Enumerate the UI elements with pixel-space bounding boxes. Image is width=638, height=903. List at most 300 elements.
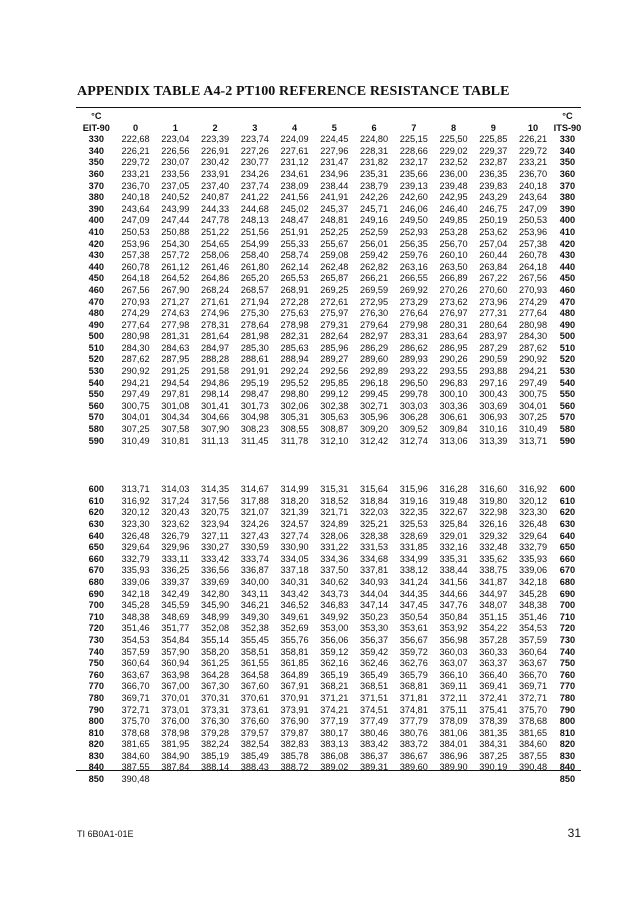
resistance-cell: 287,29 bbox=[479, 342, 508, 353]
resistance-cell: 270,93 bbox=[518, 284, 548, 295]
resistance-cell: 355,76 bbox=[280, 634, 309, 645]
resistance-cell: 331,85 bbox=[399, 542, 428, 553]
resistance-cell: 296,18 bbox=[359, 377, 389, 388]
resistance-cell: 295,19 bbox=[240, 377, 269, 388]
resistance-cell: 275,97 bbox=[320, 308, 349, 319]
resistance-cell: 249,85 bbox=[439, 215, 468, 226]
temperature-cell: 710 bbox=[88, 611, 104, 622]
resistance-cell: 339,37 bbox=[161, 576, 190, 587]
resistance-cell: 313,06 bbox=[439, 435, 468, 446]
resistance-cell: 258,40 bbox=[240, 250, 269, 261]
resistance-cell: 257,04 bbox=[479, 238, 508, 249]
resistance-cell: 364,89 bbox=[280, 669, 309, 680]
header-row-units bbox=[77, 111, 582, 123]
resistance-cell: 297,81 bbox=[161, 389, 190, 400]
table-row bbox=[77, 389, 582, 401]
resistance-cell: 296,83 bbox=[439, 377, 468, 388]
table-row bbox=[77, 496, 582, 508]
resistance-cell: 353,92 bbox=[439, 623, 468, 634]
resistance-cell: 385,78 bbox=[280, 750, 309, 761]
temperature-cell: 420 bbox=[559, 238, 576, 249]
resistance-cell bbox=[314, 774, 354, 786]
header-right-unit: °C bbox=[562, 111, 573, 121]
temperature-cell: 630 bbox=[88, 519, 104, 529]
resistance-cell: 312,10 bbox=[320, 435, 349, 446]
resistance-cell: 294,86 bbox=[200, 377, 230, 388]
resistance-cell: 243,29 bbox=[479, 192, 508, 203]
resistance-cell: 249,16 bbox=[359, 215, 389, 226]
resistance-cell: 349,92 bbox=[320, 611, 349, 622]
resistance-cell: 370,61 bbox=[240, 692, 269, 703]
resistance-cell: 261,80 bbox=[240, 261, 269, 272]
resistance-cell: 313,39 bbox=[479, 435, 508, 446]
resistance-cell: 247,09 bbox=[518, 203, 548, 214]
column-header: 2 bbox=[212, 122, 218, 133]
resistance-cell: 363,37 bbox=[479, 658, 508, 669]
resistance-cell: 310,49 bbox=[121, 435, 150, 446]
resistance-cell: 345,90 bbox=[200, 600, 230, 611]
temperature-cell: 750 bbox=[559, 658, 576, 669]
resistance-cell: 334,36 bbox=[320, 553, 349, 564]
resistance-cell: 342,80 bbox=[200, 588, 230, 599]
resistance-cell: 334,05 bbox=[280, 553, 309, 564]
resistance-cell: 302,38 bbox=[320, 400, 349, 411]
resistance-cell: 340,31 bbox=[280, 576, 309, 587]
resistance-cell: 321,71 bbox=[320, 507, 349, 518]
resistance-cell: 381,06 bbox=[439, 727, 468, 738]
resistance-cell: 388,14 bbox=[200, 762, 230, 773]
resistance-cell: 259,42 bbox=[359, 250, 389, 261]
resistance-cell: 233,91 bbox=[200, 168, 230, 179]
resistance-cell: 323,94 bbox=[200, 519, 230, 529]
resistance-cell: 343,11 bbox=[241, 588, 269, 599]
resistance-cell: 229,72 bbox=[518, 145, 548, 156]
temperature-cell: 390 bbox=[88, 203, 104, 214]
resistance-cell: 379,28 bbox=[200, 727, 230, 738]
temperature-cell: 350 bbox=[559, 157, 576, 168]
resistance-cell: 255,33 bbox=[280, 238, 309, 249]
resistance-cell: 281,98 bbox=[240, 331, 269, 342]
resistance-cell: 243,64 bbox=[518, 192, 548, 203]
resistance-cell: 273,96 bbox=[479, 296, 508, 307]
resistance-cell: 258,06 bbox=[200, 250, 230, 261]
resistance-cell: 374,81 bbox=[399, 704, 428, 715]
resistance-cell: 224,09 bbox=[280, 134, 309, 145]
resistance-cell: 254,30 bbox=[161, 238, 190, 249]
table-row bbox=[77, 436, 582, 448]
resistance-cell: 345,28 bbox=[518, 588, 548, 599]
resistance-cell: 244,33 bbox=[200, 203, 230, 214]
resistance-cell: 283,31 bbox=[399, 331, 428, 342]
table-row bbox=[77, 308, 582, 320]
temperature-cell: 650 bbox=[88, 542, 104, 553]
resistance-cell: 373,01 bbox=[161, 704, 190, 715]
resistance-cell: 346,52 bbox=[280, 600, 309, 611]
resistance-cell: 344,97 bbox=[479, 588, 508, 599]
resistance-cell: 383,13 bbox=[320, 739, 349, 750]
resistance-cell: 249,50 bbox=[399, 215, 428, 226]
resistance-cell: 324,26 bbox=[240, 519, 269, 529]
resistance-cell: 299,78 bbox=[399, 389, 428, 400]
resistance-cell: 330,59 bbox=[240, 542, 269, 553]
table-row bbox=[77, 774, 582, 786]
resistance-cell: 314,67 bbox=[240, 484, 269, 495]
resistance-cell: 356,67 bbox=[399, 634, 428, 645]
resistance-cell: 322,67 bbox=[439, 507, 468, 518]
resistance-cell: 284,30 bbox=[518, 331, 548, 342]
resistance-cell: 366,70 bbox=[518, 669, 548, 680]
temperature-cell: 440 bbox=[88, 261, 104, 272]
resistance-cell: 242,60 bbox=[399, 192, 428, 203]
resistance-cell: 370,91 bbox=[280, 692, 309, 703]
temperature-cell: 580 bbox=[88, 424, 104, 435]
resistance-table bbox=[77, 111, 582, 786]
resistance-cell: 319,16 bbox=[399, 495, 428, 506]
resistance-cell: 267,56 bbox=[121, 284, 150, 295]
header-left-scale: EIT-90 bbox=[82, 122, 110, 133]
resistance-cell: 386,96 bbox=[439, 750, 468, 761]
temperature-cell: 770 bbox=[559, 681, 576, 692]
resistance-cell: 236,35 bbox=[479, 168, 508, 179]
resistance-cell: 305,31 bbox=[280, 412, 309, 423]
resistance-cell: 382,83 bbox=[280, 739, 309, 750]
resistance-cell: 279,64 bbox=[359, 319, 389, 330]
resistance-cell: 341,24 bbox=[399, 576, 428, 587]
resistance-cell: 335,93 bbox=[518, 553, 548, 564]
resistance-cell bbox=[473, 774, 513, 786]
resistance-cell: 253,62 bbox=[479, 226, 508, 237]
resistance-cell: 337,50 bbox=[320, 565, 349, 576]
resistance-cell: 360,64 bbox=[518, 646, 548, 657]
temperature-cell: 840 bbox=[559, 762, 576, 773]
resistance-cell: 250,53 bbox=[121, 226, 150, 237]
resistance-cell: 305,96 bbox=[359, 412, 389, 423]
resistance-cell: 234,26 bbox=[240, 168, 269, 179]
table-row bbox=[77, 751, 582, 763]
resistance-cell: 246,75 bbox=[479, 203, 508, 214]
resistance-cell: 376,60 bbox=[240, 716, 269, 727]
temperature-cell: 530 bbox=[559, 366, 576, 377]
resistance-cell: 277,98 bbox=[161, 319, 190, 330]
resistance-cell bbox=[394, 774, 434, 786]
resistance-cell: 347,14 bbox=[359, 600, 389, 611]
resistance-cell: 264,86 bbox=[200, 273, 230, 284]
resistance-cell: 263,84 bbox=[479, 261, 508, 272]
resistance-cell: 318,52 bbox=[320, 495, 349, 506]
resistance-cell: 280,98 bbox=[518, 319, 548, 330]
temperature-cell: 490 bbox=[559, 319, 576, 330]
resistance-cell: 359,12 bbox=[320, 646, 349, 657]
resistance-cell: 301,73 bbox=[240, 400, 269, 411]
table-row bbox=[77, 484, 582, 496]
resistance-cell: 361,85 bbox=[280, 658, 309, 669]
resistance-cell: 294,21 bbox=[518, 366, 548, 377]
temperature-cell: 650 bbox=[559, 542, 576, 553]
temperature-cell: 770 bbox=[88, 681, 104, 692]
resistance-cell: 361,55 bbox=[240, 658, 269, 669]
resistance-cell: 324,89 bbox=[320, 519, 349, 529]
resistance-cell: 288,94 bbox=[280, 354, 309, 365]
resistance-cell: 253,96 bbox=[518, 226, 548, 237]
resistance-cell: 227,96 bbox=[320, 145, 349, 156]
resistance-cell: 290,59 bbox=[479, 354, 508, 365]
resistance-cell: 306,93 bbox=[479, 412, 508, 423]
resistance-cell: 366,70 bbox=[121, 681, 150, 692]
resistance-cell: 322,03 bbox=[359, 507, 389, 518]
table-row bbox=[77, 565, 582, 577]
resistance-cell: 239,83 bbox=[479, 180, 508, 191]
resistance-cell: 367,60 bbox=[240, 681, 269, 692]
table-row bbox=[77, 331, 582, 343]
resistance-cell: 299,45 bbox=[359, 389, 389, 400]
temperature-cell: 400 bbox=[559, 215, 576, 226]
resistance-cell: 360,03 bbox=[439, 646, 468, 657]
resistance-cell: 375,41 bbox=[479, 704, 508, 715]
resistance-cell: 372,71 bbox=[121, 704, 150, 715]
temperature-cell: 420 bbox=[88, 238, 104, 249]
resistance-cell: 338,44 bbox=[439, 565, 468, 576]
resistance-cell: 375,70 bbox=[121, 716, 150, 727]
temperature-cell: 530 bbox=[88, 366, 104, 377]
temperature-cell: 850 bbox=[559, 774, 576, 785]
resistance-cell: 378,09 bbox=[439, 716, 468, 727]
resistance-cell: 237,74 bbox=[240, 180, 269, 191]
temperature-cell: 690 bbox=[559, 588, 576, 599]
resistance-cell: 353,61 bbox=[399, 623, 428, 634]
resistance-cell: 243,64 bbox=[121, 203, 150, 214]
resistance-cell: 389,02 bbox=[320, 762, 349, 773]
resistance-cell: 363,98 bbox=[161, 669, 190, 680]
resistance-cell: 290,92 bbox=[121, 366, 150, 377]
resistance-cell: 386,67 bbox=[399, 750, 428, 761]
column-header: 7 bbox=[411, 122, 417, 133]
resistance-cell: 316,60 bbox=[479, 484, 508, 495]
resistance-cell: 284,30 bbox=[121, 342, 150, 353]
resistance-cell: 240,52 bbox=[161, 192, 190, 203]
resistance-cell: 281,31 bbox=[161, 331, 190, 342]
resistance-cell: 340,93 bbox=[359, 576, 389, 587]
temperature-cell: 760 bbox=[88, 669, 104, 680]
resistance-cell: 388,72 bbox=[280, 762, 309, 773]
temperature-cell: 640 bbox=[88, 530, 104, 541]
temperature-cell: 620 bbox=[88, 507, 104, 518]
temperature-cell: 600 bbox=[559, 484, 576, 495]
resistance-cell: 273,29 bbox=[399, 296, 428, 307]
resistance-cell: 297,49 bbox=[121, 389, 150, 400]
resistance-cell: 380,46 bbox=[359, 727, 389, 738]
temperature-cell: 590 bbox=[88, 435, 104, 446]
resistance-cell: 352,38 bbox=[240, 623, 269, 634]
resistance-cell: 368,81 bbox=[399, 681, 428, 692]
resistance-cell: 378,39 bbox=[479, 716, 508, 727]
resistance-cell: 387,55 bbox=[121, 762, 150, 773]
resistance-cell: 369,41 bbox=[479, 681, 508, 692]
resistance-cell: 263,50 bbox=[439, 261, 468, 272]
resistance-cell: 310,16 bbox=[479, 424, 508, 435]
table-row bbox=[77, 157, 582, 169]
resistance-cell: 375,70 bbox=[518, 704, 548, 715]
temperature-cell: 330 bbox=[88, 134, 104, 145]
table-row bbox=[77, 705, 582, 717]
resistance-cell: 321,39 bbox=[280, 507, 309, 518]
resistance-cell: 381,65 bbox=[121, 739, 150, 750]
resistance-cell: 284,97 bbox=[200, 342, 230, 353]
table-row bbox=[77, 577, 582, 589]
resistance-cell: 236,00 bbox=[439, 168, 468, 179]
resistance-cell: 313,71 bbox=[121, 484, 150, 495]
resistance-cell: 346,21 bbox=[240, 600, 269, 611]
resistance-cell: 266,55 bbox=[399, 273, 428, 284]
temperature-cell: 810 bbox=[559, 727, 576, 738]
resistance-cell: 384,01 bbox=[439, 739, 468, 750]
resistance-cell: 259,76 bbox=[399, 250, 428, 261]
resistance-cell: 257,38 bbox=[121, 250, 150, 261]
resistance-cell: 309,52 bbox=[399, 424, 428, 435]
resistance-cell: 256,70 bbox=[439, 238, 468, 249]
resistance-cell: 240,87 bbox=[200, 192, 230, 203]
resistance-cell: 357,90 bbox=[161, 646, 190, 657]
resistance-cell: 357,59 bbox=[121, 646, 150, 657]
resistance-cell: 279,98 bbox=[399, 319, 428, 330]
resistance-cell: 264,18 bbox=[121, 273, 150, 284]
resistance-cell: 235,31 bbox=[359, 168, 389, 179]
temperature-cell: 480 bbox=[559, 308, 576, 319]
resistance-cell: 381,95 bbox=[161, 739, 190, 750]
resistance-cell: 233,56 bbox=[161, 168, 190, 179]
resistance-cell: 370,31 bbox=[200, 692, 230, 703]
temperature-cell: 510 bbox=[88, 342, 104, 353]
resistance-cell: 288,28 bbox=[200, 354, 230, 365]
resistance-cell: 301,41 bbox=[200, 400, 230, 411]
resistance-cell: 355,45 bbox=[240, 634, 269, 645]
resistance-cell: 336,56 bbox=[200, 565, 230, 576]
resistance-cell: 371,21 bbox=[320, 692, 349, 703]
resistance-cell: 314,99 bbox=[280, 484, 309, 495]
resistance-cell: 308,55 bbox=[280, 424, 309, 435]
resistance-cell: 318,20 bbox=[280, 495, 309, 506]
resistance-cell: 377,49 bbox=[359, 716, 389, 727]
resistance-cell: 254,65 bbox=[200, 238, 230, 249]
resistance-cell: 283,97 bbox=[479, 331, 508, 342]
table-row bbox=[77, 354, 582, 366]
resistance-cell: 234,96 bbox=[320, 168, 349, 179]
resistance-cell: 377,79 bbox=[399, 716, 428, 727]
resistance-cell: 245,02 bbox=[280, 203, 309, 214]
temperature-cell: 520 bbox=[88, 354, 104, 365]
resistance-cell: 377,19 bbox=[320, 716, 349, 727]
resistance-cell: 316,92 bbox=[121, 495, 150, 506]
temperature-cell: 780 bbox=[88, 692, 104, 703]
resistance-cell: 390,48 bbox=[518, 762, 548, 773]
temperature-cell: 720 bbox=[559, 623, 576, 634]
resistance-cell: 264,18 bbox=[518, 261, 548, 272]
resistance-cell: 291,91 bbox=[240, 366, 269, 377]
resistance-cell: 277,64 bbox=[518, 308, 548, 319]
resistance-cell: 287,95 bbox=[161, 354, 190, 365]
resistance-cell bbox=[195, 774, 235, 786]
resistance-cell: 310,81 bbox=[161, 435, 190, 446]
resistance-cell: 262,82 bbox=[359, 261, 389, 272]
resistance-cell: 329,32 bbox=[479, 530, 508, 541]
resistance-cell: 285,63 bbox=[280, 342, 309, 353]
resistance-cell: 362,76 bbox=[399, 658, 428, 669]
resistance-cell: 314,35 bbox=[200, 484, 230, 495]
resistance-cell: 368,21 bbox=[320, 681, 349, 692]
resistance-cell: 300,10 bbox=[439, 389, 468, 400]
table-row bbox=[77, 181, 582, 193]
resistance-cell: 372,41 bbox=[479, 692, 508, 703]
resistance-cell: 242,95 bbox=[439, 192, 468, 203]
resistance-cell: 328,06 bbox=[320, 530, 349, 541]
resistance-cell: 302,06 bbox=[280, 400, 309, 411]
resistance-cell: 246,06 bbox=[399, 203, 428, 214]
resistance-cell: 256,01 bbox=[359, 238, 389, 249]
resistance-cell: 319,80 bbox=[479, 495, 508, 506]
temperature-cell: 510 bbox=[559, 342, 576, 353]
temperature-cell: 560 bbox=[559, 400, 576, 411]
temperature-cell: 390 bbox=[559, 203, 576, 214]
table-row bbox=[77, 728, 582, 740]
resistance-cell: 303,69 bbox=[479, 400, 508, 411]
resistance-cell: 381,35 bbox=[479, 727, 508, 738]
temperature-cell: 780 bbox=[559, 692, 576, 703]
resistance-cell: 307,90 bbox=[200, 424, 230, 435]
resistance-cell: 260,44 bbox=[479, 250, 508, 261]
temperature-cell: 670 bbox=[88, 565, 104, 576]
resistance-cell: 265,53 bbox=[280, 273, 309, 284]
resistance-cell: 240,18 bbox=[121, 192, 150, 203]
resistance-cell: 226,21 bbox=[121, 145, 150, 156]
resistance-cell: 376,90 bbox=[280, 716, 309, 727]
resistance-cell: 357,28 bbox=[479, 634, 508, 645]
resistance-cell: 384,31 bbox=[479, 739, 508, 750]
temperature-cell: 380 bbox=[88, 192, 104, 203]
resistance-cell: 329,64 bbox=[518, 530, 548, 541]
table-row bbox=[77, 424, 582, 436]
resistance-cell: 364,28 bbox=[200, 669, 230, 680]
temperature-cell: 820 bbox=[559, 739, 576, 750]
resistance-cell: 304,66 bbox=[200, 412, 230, 423]
resistance-cell: 231,12 bbox=[280, 157, 309, 168]
resistance-cell: 248,47 bbox=[280, 215, 309, 226]
resistance-cell: 289,60 bbox=[359, 354, 389, 365]
resistance-cell: 300,75 bbox=[121, 400, 150, 411]
resistance-cell: 252,25 bbox=[320, 226, 349, 237]
table-row bbox=[77, 273, 582, 285]
temperature-cell: 470 bbox=[88, 296, 104, 307]
temperature-cell: 840 bbox=[88, 762, 104, 773]
resistance-cell: 331,53 bbox=[359, 542, 389, 553]
resistance-cell: 291,58 bbox=[200, 366, 230, 377]
resistance-cell: 389,90 bbox=[439, 762, 468, 773]
temperature-cell: 730 bbox=[559, 634, 576, 645]
resistance-cell: 313,71 bbox=[518, 435, 548, 446]
resistance-cell: 333,42 bbox=[200, 553, 230, 564]
resistance-cell: 369,71 bbox=[518, 681, 548, 692]
resistance-cell: 225,50 bbox=[439, 134, 468, 145]
resistance-cell: 384,90 bbox=[161, 750, 190, 761]
resistance-cell: 262,48 bbox=[320, 261, 349, 272]
temperature-cell: 680 bbox=[88, 576, 104, 587]
resistance-cell: 357,59 bbox=[518, 634, 548, 645]
temperature-cell: 370 bbox=[559, 180, 576, 191]
resistance-cell: 298,47 bbox=[240, 389, 269, 400]
resistance-cell: 289,27 bbox=[320, 354, 349, 365]
temperature-cell: 370 bbox=[88, 180, 104, 191]
table-row bbox=[77, 542, 582, 554]
resistance-cell: 342,49 bbox=[161, 588, 190, 599]
column-header: 9 bbox=[490, 122, 496, 133]
